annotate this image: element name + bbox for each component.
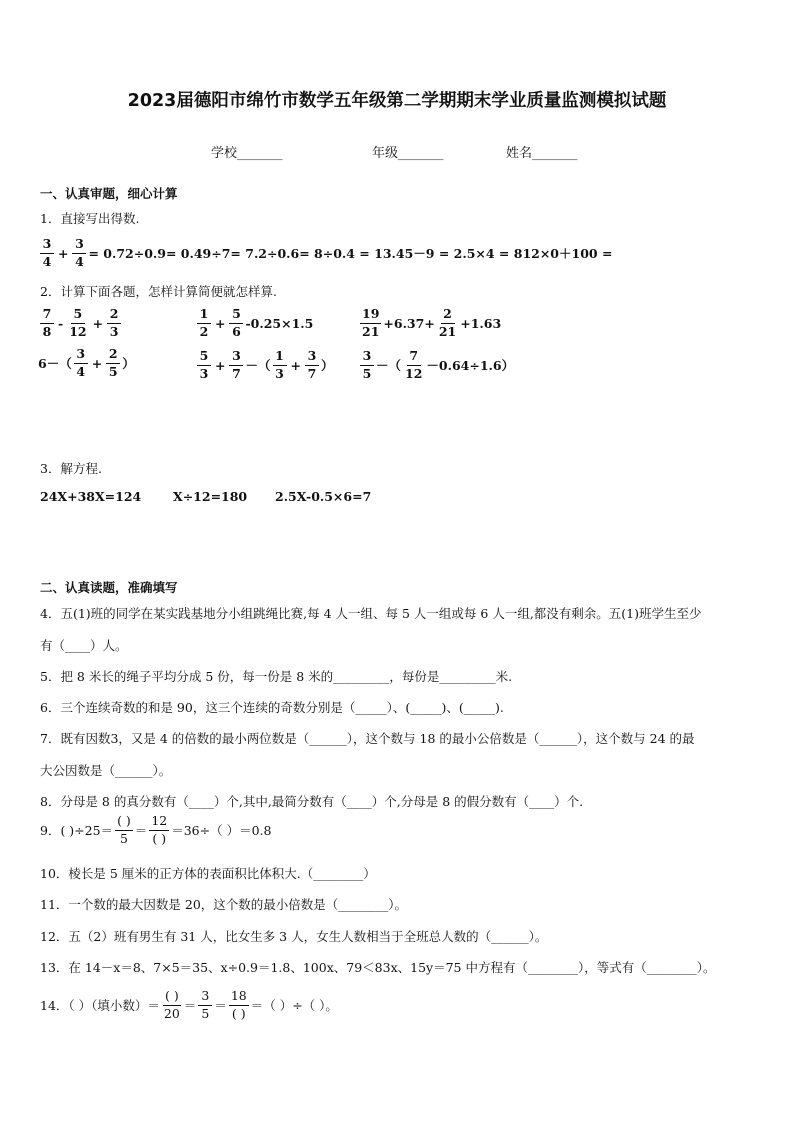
q13: 13．在 14－x＝8、7×5＝35、x÷0.9＝1.8、100x、79＜83x、15y＝75 中方程有（________），等式有（________）。 bbox=[40, 960, 716, 975]
q3-equation-1: 24X+38X=124 bbox=[40, 489, 142, 504]
q7-line-2: 大公因数是（______）。 bbox=[40, 763, 172, 778]
q5: 5．把 8 米长的绳子平均分成 5 份，每一份是 8 米的_________，每份是_________米. bbox=[40, 669, 513, 684]
q11: 11．一个数的最大因数是 20，这个数的最小倍数是（________）。 bbox=[40, 897, 408, 912]
q1-rest: = 0.72÷0.9= 0.49÷7= 7.2÷0.6= 8÷0.4 = 13.45－9 = 2.5×4 = 812×0＋100 = bbox=[88, 246, 613, 261]
q2-expr-5: $\frac{5}{3}$ + $\frac{3}{7}$ －（ $\frac{1}{3}$ + $\frac{3}{7}$ ） bbox=[195, 348, 334, 380]
q3-equation-2: X÷12=180 bbox=[173, 489, 248, 504]
q3-label: 3．解方程. bbox=[40, 461, 102, 476]
q12: 12．五（2）班有男生有 31 人，比女生多 3 人，女生人数相当于全班总人数的（______）。 bbox=[40, 929, 548, 944]
q10: 10．棱长是 5 厘米的正方体的表面积比体积大.（________） bbox=[40, 866, 376, 881]
q14: 14．（ ）（填小数）＝ $\frac{( )}{20}$ ＝ $\frac{3}{5}$ ＝ $\frac{18}{( )}$ ＝（ ）÷（ ）。 bbox=[40, 988, 338, 1021]
q8: 8．分母是 8 的真分数有（____）个,其中,最简分数有（____）个,分母是 8 的假分数有（____）个. bbox=[40, 794, 584, 809]
fraction: $\frac{3}{4}$ bbox=[40, 238, 54, 268]
q1-label: 1．直接写出得数. bbox=[40, 211, 140, 226]
q9: 9．( )÷25＝ $\frac{( )}{5}$ ＝ $\frac{12}{( )}$ ＝36÷（ ）＝0.8 bbox=[40, 813, 272, 846]
q2-label: 2．计算下面各题，怎样计算简便就怎样算. bbox=[40, 284, 277, 299]
q2-expr-3: $\frac{19}{21}$ +6.37+ $\frac{2}{21}$ +1.63 bbox=[362, 306, 502, 339]
q1-expressions: $\frac{3}{4}$ + $\frac{3}{4}$ = 0.72÷0.9= 0.49÷7= 7.2÷0.6= 8÷0.4 = 13.45－9 = 2.5×4 = 812×0＋100 = bbox=[38, 236, 612, 268]
section-2-heading: 二、认真读题，准确填写 bbox=[40, 580, 178, 595]
q2-expr-1: $\frac{7}{8}$ - $\frac{5}{12}$ + $\frac{2}{3}$ bbox=[38, 306, 123, 338]
q4-line-1: 4．五(1)班的同学在某实践基地分小组跳绳比赛,每 4 人一组、每 5 人一组或每 6 人一组,都没有剩余。五(1)班学生至少 bbox=[40, 606, 702, 621]
page-title: 2023届德阳市绵竹市数学五年级第二学期期末学业质量监测模拟试题 bbox=[127, 91, 667, 111]
section-1-heading: 一、认真审题，细心计算 bbox=[40, 186, 178, 201]
school-field: 学校_______ bbox=[211, 146, 283, 161]
q7-line-1: 7．既有因数3，又是 4 的倍数的最小两位数是（______），这个数与 18 的最小公倍数是（______），这个数与 24 的最 bbox=[40, 731, 695, 746]
name-field: 姓名_______ bbox=[506, 146, 578, 161]
q3-equation-3: 2.5X-0.5×6=7 bbox=[275, 489, 372, 504]
fraction: $\frac{3}{4}$ bbox=[72, 238, 86, 268]
grade-field: 年级_______ bbox=[372, 146, 444, 161]
q2-expr-2: $\frac{1}{2}$ + $\frac{5}{6}$ -0.25×1.5 bbox=[195, 306, 313, 338]
q6: 6．三个连续奇数的和是 90，这三个连续的奇数分别是（_____）、(_____)、(_____). bbox=[40, 700, 504, 715]
q4-line-2: 有（____）人。 bbox=[40, 638, 128, 653]
q2-expr-4: 6－（ $\frac{3}{4}$ + $\frac{2}{5}$ ） bbox=[38, 346, 135, 379]
q2-expr-6: $\frac{3}{5}$ －（ $\frac{7}{12}$ －0.64÷1.6） bbox=[358, 348, 514, 380]
